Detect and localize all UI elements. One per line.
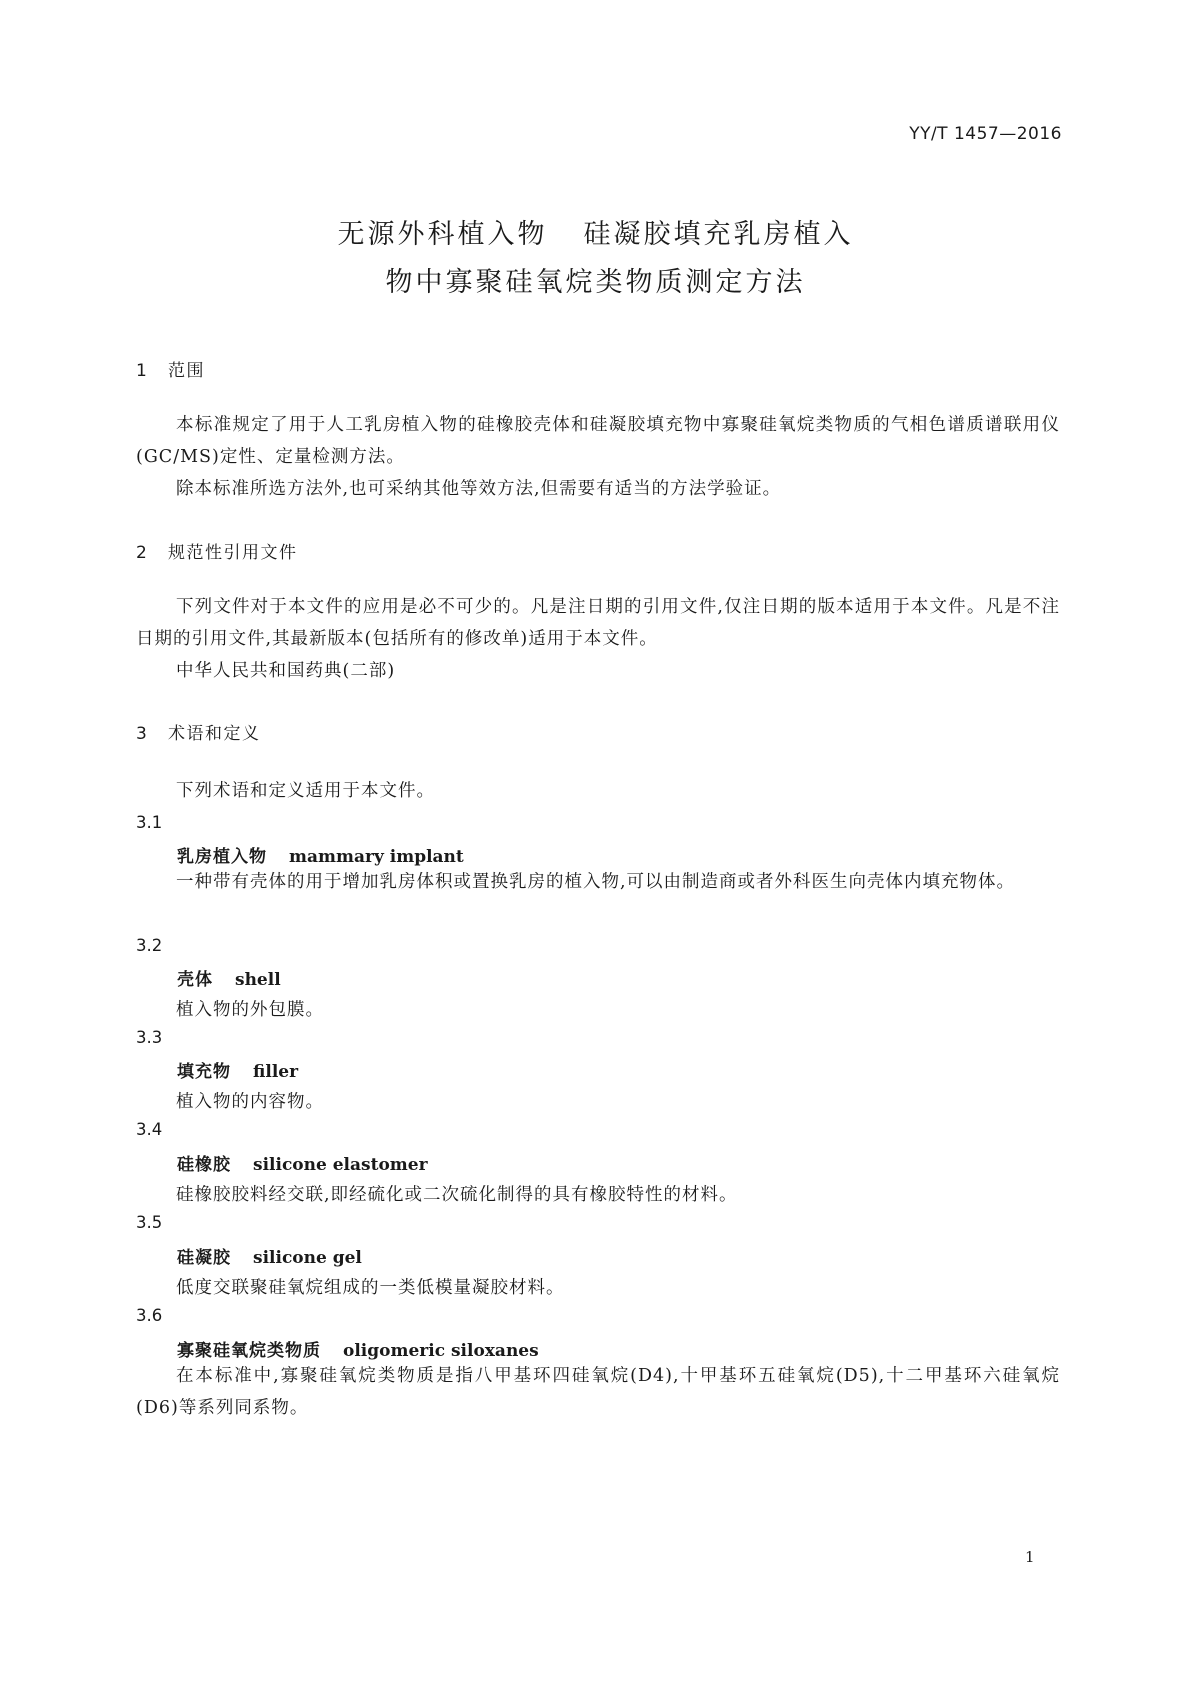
title-part2: 硅凝胶填充乳房植入 (583, 219, 854, 250)
paragraph: 除本标准所选方法外,也可采纳其他等效方法,但需要有适当的方法学验证。 (176, 479, 782, 499)
term-zh: 硅凝胶 (177, 1248, 231, 1268)
paragraph: 在本标准中,寡聚硅氧烷类物质是指八甲基环四硅氧烷(D4),十甲基环五硅氧烷(D5),十二甲基环六硅氧烷(D6)等系列同系物。 (136, 1366, 1060, 1418)
section-3-heading (136, 719, 261, 744)
reference-item: 中华人民共和国药典(二部) (176, 661, 396, 681)
section-3-intro: 下列术语和定义适用于本文件。 (176, 781, 435, 801)
term-zh: 硅橡胶 (177, 1155, 231, 1175)
term-en: silicone elastomer (253, 1155, 428, 1175)
term-title (177, 1336, 539, 1361)
term-zh: 寡聚硅氧烷类物质 (177, 1341, 321, 1361)
section-number: 3 (136, 724, 149, 744)
term-number: 3.4 (136, 1120, 163, 1139)
section-2-body (136, 591, 1060, 687)
term-number: 3.1 (136, 813, 163, 832)
term-title (177, 1243, 362, 1268)
standard-number: YY/T 1457—2016 (909, 124, 1062, 144)
term-title (177, 1057, 298, 1082)
page-number: 1 (1025, 1548, 1035, 1566)
title-part1: 无源外科植入物 (337, 219, 548, 250)
term-title (177, 842, 464, 867)
term-en: filler (253, 1062, 299, 1082)
term-definition: 植入物的内容物。 (176, 1092, 324, 1112)
term-number: 3.6 (136, 1306, 163, 1325)
section-title: 规范性引用文件 (168, 543, 298, 563)
term-definition (136, 1360, 1060, 1424)
document-title-line2: 物中寡聚硅氧烷类物质测定方法 (385, 267, 806, 298)
term-zh: 壳体 (177, 970, 213, 990)
term-en: shell (235, 970, 281, 990)
term-zh: 乳房植入物 (177, 847, 267, 867)
section-1-body (136, 409, 1060, 505)
paragraph: 一种带有壳体的用于增加乳房体积或置换乳房的植入物,可以由制造商或者外科医生向壳体内填充物体。 (176, 872, 1016, 892)
section-1-heading (136, 356, 205, 381)
term-number: 3.5 (136, 1213, 163, 1232)
term-definition: 植入物的外包膜。 (176, 1000, 324, 1020)
paragraph: 下列文件对于本文件的应用是必不可少的。凡是注日期的引用文件,仅注日期的版本适用于本文件。凡是不注日期的引用文件,其最新版本(包括所有的修改单)适用于本文件。 (136, 597, 1060, 649)
section-title: 范围 (168, 361, 205, 381)
section-number: 1 (136, 361, 149, 381)
document-title-line1 (0, 212, 1191, 251)
term-title (177, 965, 281, 990)
paragraph: 本标准规定了用于人工乳房植入物的硅橡胶壳体和硅凝胶填充物中寡聚硅氧烷类物质的气相色谱质谱联用仪(GC/MS)定性、定量检测方法。 (136, 415, 1060, 467)
term-en: silicone gel (253, 1248, 362, 1268)
term-number: 3.3 (136, 1028, 163, 1047)
section-title: 术语和定义 (168, 724, 261, 744)
term-title (177, 1150, 428, 1175)
term-zh: 填充物 (177, 1062, 231, 1082)
section-number: 2 (136, 543, 149, 563)
term-en: oligomeric siloxanes (343, 1341, 539, 1361)
term-en: mammary implant (289, 847, 464, 867)
term-definition: 硅橡胶胶料经交联,即经硫化或二次硫化制得的具有橡胶特性的材料。 (176, 1185, 738, 1205)
term-definition: 低度交联聚硅氧烷组成的一类低模量凝胶材料。 (176, 1278, 565, 1298)
term-definition (136, 866, 1060, 898)
term-number: 3.2 (136, 936, 163, 955)
section-2-heading (136, 538, 298, 563)
